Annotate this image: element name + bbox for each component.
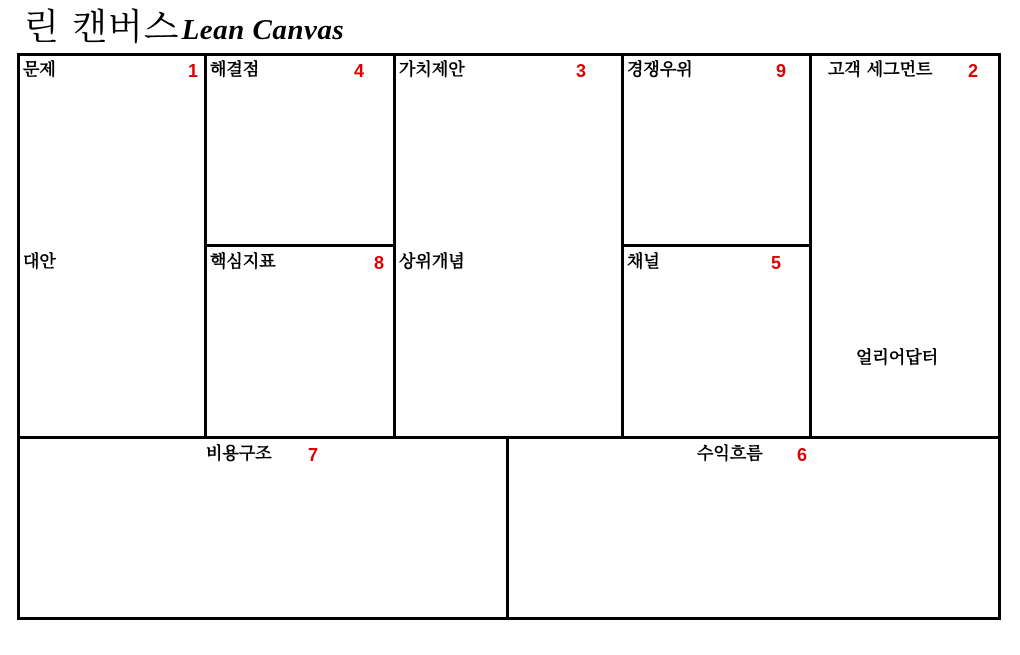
divider-solution-metrics — [205, 244, 395, 247]
border-top — [17, 53, 1001, 56]
channels-label: 채널 — [627, 252, 660, 272]
solution-label: 해결점 — [210, 60, 260, 80]
alternatives-label: 대안 — [23, 252, 56, 272]
unfair-advantage-number: 9 — [776, 61, 787, 81]
border-bottom — [17, 617, 1001, 620]
border-right — [998, 53, 1001, 620]
solution-number: 4 — [354, 61, 365, 81]
cost-structure-number: 7 — [308, 445, 319, 465]
title-korean: 린 캔버스 — [24, 7, 180, 48]
channels-number: 5 — [771, 253, 782, 273]
lean-canvas-grid — [17, 53, 1001, 620]
divider-advantage-channels — [622, 244, 811, 247]
revenue-streams-label: 수익흐름 — [697, 444, 763, 464]
key-metrics-number: 8 — [374, 253, 385, 273]
customer-segments-number: 2 — [968, 61, 979, 81]
cost-structure-label: 비용구조 — [206, 444, 272, 464]
revenue-streams-number: 6 — [797, 445, 808, 465]
key-metrics-label: 핵심지표 — [210, 252, 276, 272]
customer-segments-label: 고객 세그먼트 — [828, 60, 933, 80]
unfair-advantage-label: 경쟁우위 — [627, 60, 693, 80]
problem-label: 문제 — [23, 60, 56, 80]
title-english: Lean Canvas — [181, 14, 345, 46]
border-left — [17, 53, 20, 620]
divider-middle — [17, 436, 1001, 439]
divider-bottom — [506, 437, 509, 619]
value-proposition-label: 가치제안 — [399, 60, 465, 80]
high-level-concept-label: 상위개념 — [399, 252, 465, 272]
problem-number: 1 — [188, 61, 199, 81]
value-proposition-number: 3 — [576, 61, 587, 81]
canvas-title — [24, 6, 344, 50]
early-adopters-label: 얼리어답터 — [856, 348, 939, 368]
